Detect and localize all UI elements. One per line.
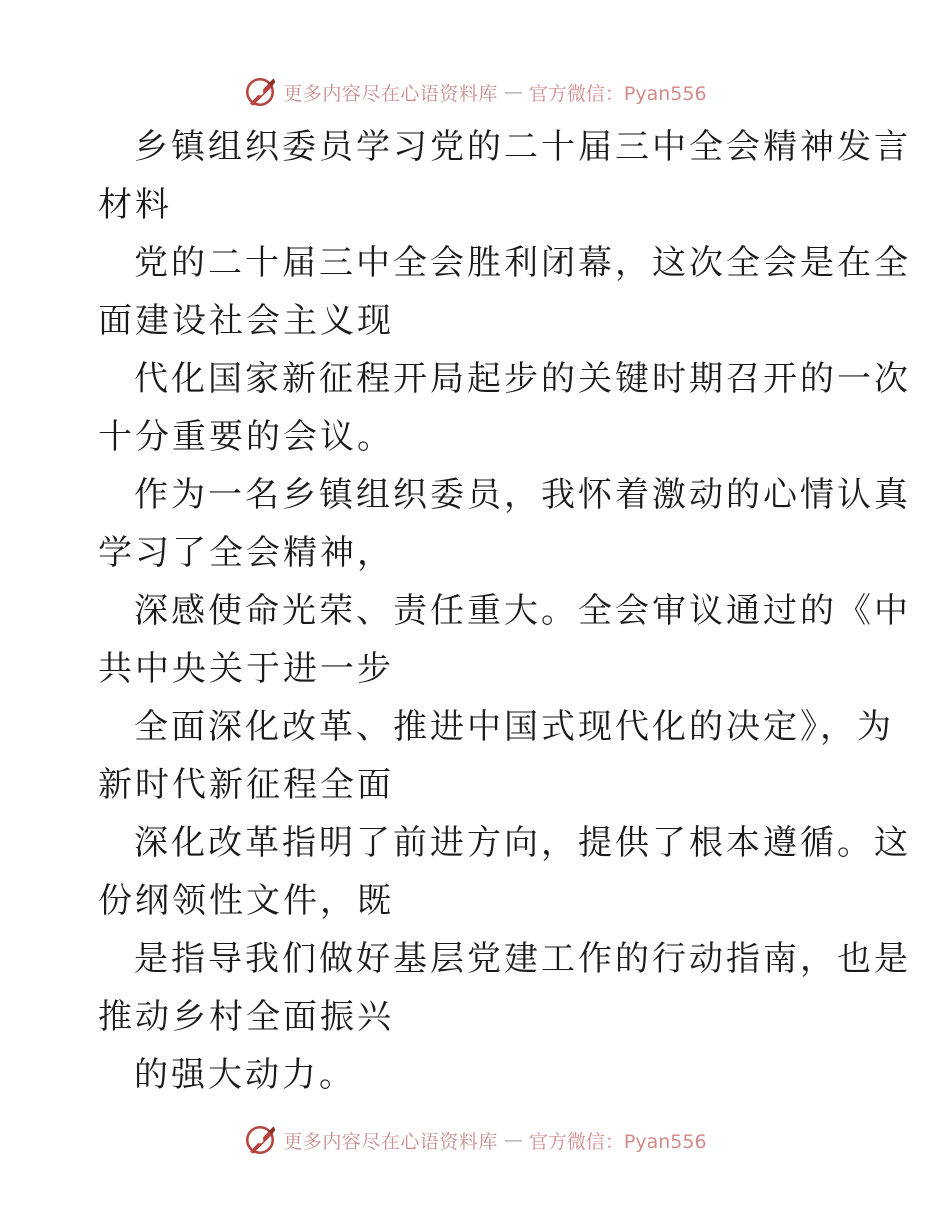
paragraph-line: 全面深化改革、推进中国式现代化的决定》，为 xyxy=(134,707,894,747)
quill-circle-logo-icon xyxy=(243,1123,277,1157)
paragraph-line: 作为一名乡镇组织委员，我怀着激动的心情认真 xyxy=(134,475,911,515)
paragraph-line: 推动乡村全面振兴 xyxy=(98,997,394,1037)
paragraph-line: 学习了全会精神， xyxy=(98,533,394,573)
paragraph-line: 代化国家新征程开局起步的关键时期召开的一次 xyxy=(134,359,911,399)
watermark-wechat-text: 官方微信：Pyan556 xyxy=(528,1130,707,1153)
watermark-separator: — xyxy=(503,1129,523,1151)
paragraph-line: 共中央关于进一步 xyxy=(98,649,394,689)
paragraph-line: 深感使命光荣、责任重大。全会审议通过的《中 xyxy=(134,591,911,631)
paragraph-line: 是指导我们做好基层党建工作的行动指南，也是 xyxy=(134,939,911,979)
watermark-site-text: 更多内容尽在心语资料库 xyxy=(283,82,498,105)
quill-circle-logo-icon xyxy=(243,75,277,109)
paragraph-line: 新时代新征程全面 xyxy=(98,765,394,805)
paragraph-line: 份纲领性文件，既 xyxy=(98,881,394,921)
watermark-site-text: 更多内容尽在心语资料库 xyxy=(283,1130,498,1153)
document-title-line-2: 材料 xyxy=(98,185,172,225)
document-title-line-1: 乡镇组织委员学习党的二十届三中全会精神发言 xyxy=(134,127,911,167)
watermark-separator: — xyxy=(503,81,523,103)
footer-watermark xyxy=(0,1120,950,1160)
paragraph-line: 面建设社会主义现 xyxy=(98,301,394,341)
paragraph-line: 十分重要的会议。 xyxy=(98,417,394,457)
header-watermark xyxy=(0,72,950,112)
watermark-wechat-text: 官方微信：Pyan556 xyxy=(528,82,707,105)
paragraph-line: 党的二十届三中全会胜利闭幕，这次全会是在全 xyxy=(134,243,911,283)
paragraph-line: 深化改革指明了前进方向，提供了根本遵循。这 xyxy=(134,823,911,863)
paragraph-line: 的强大动力。 xyxy=(134,1055,356,1095)
